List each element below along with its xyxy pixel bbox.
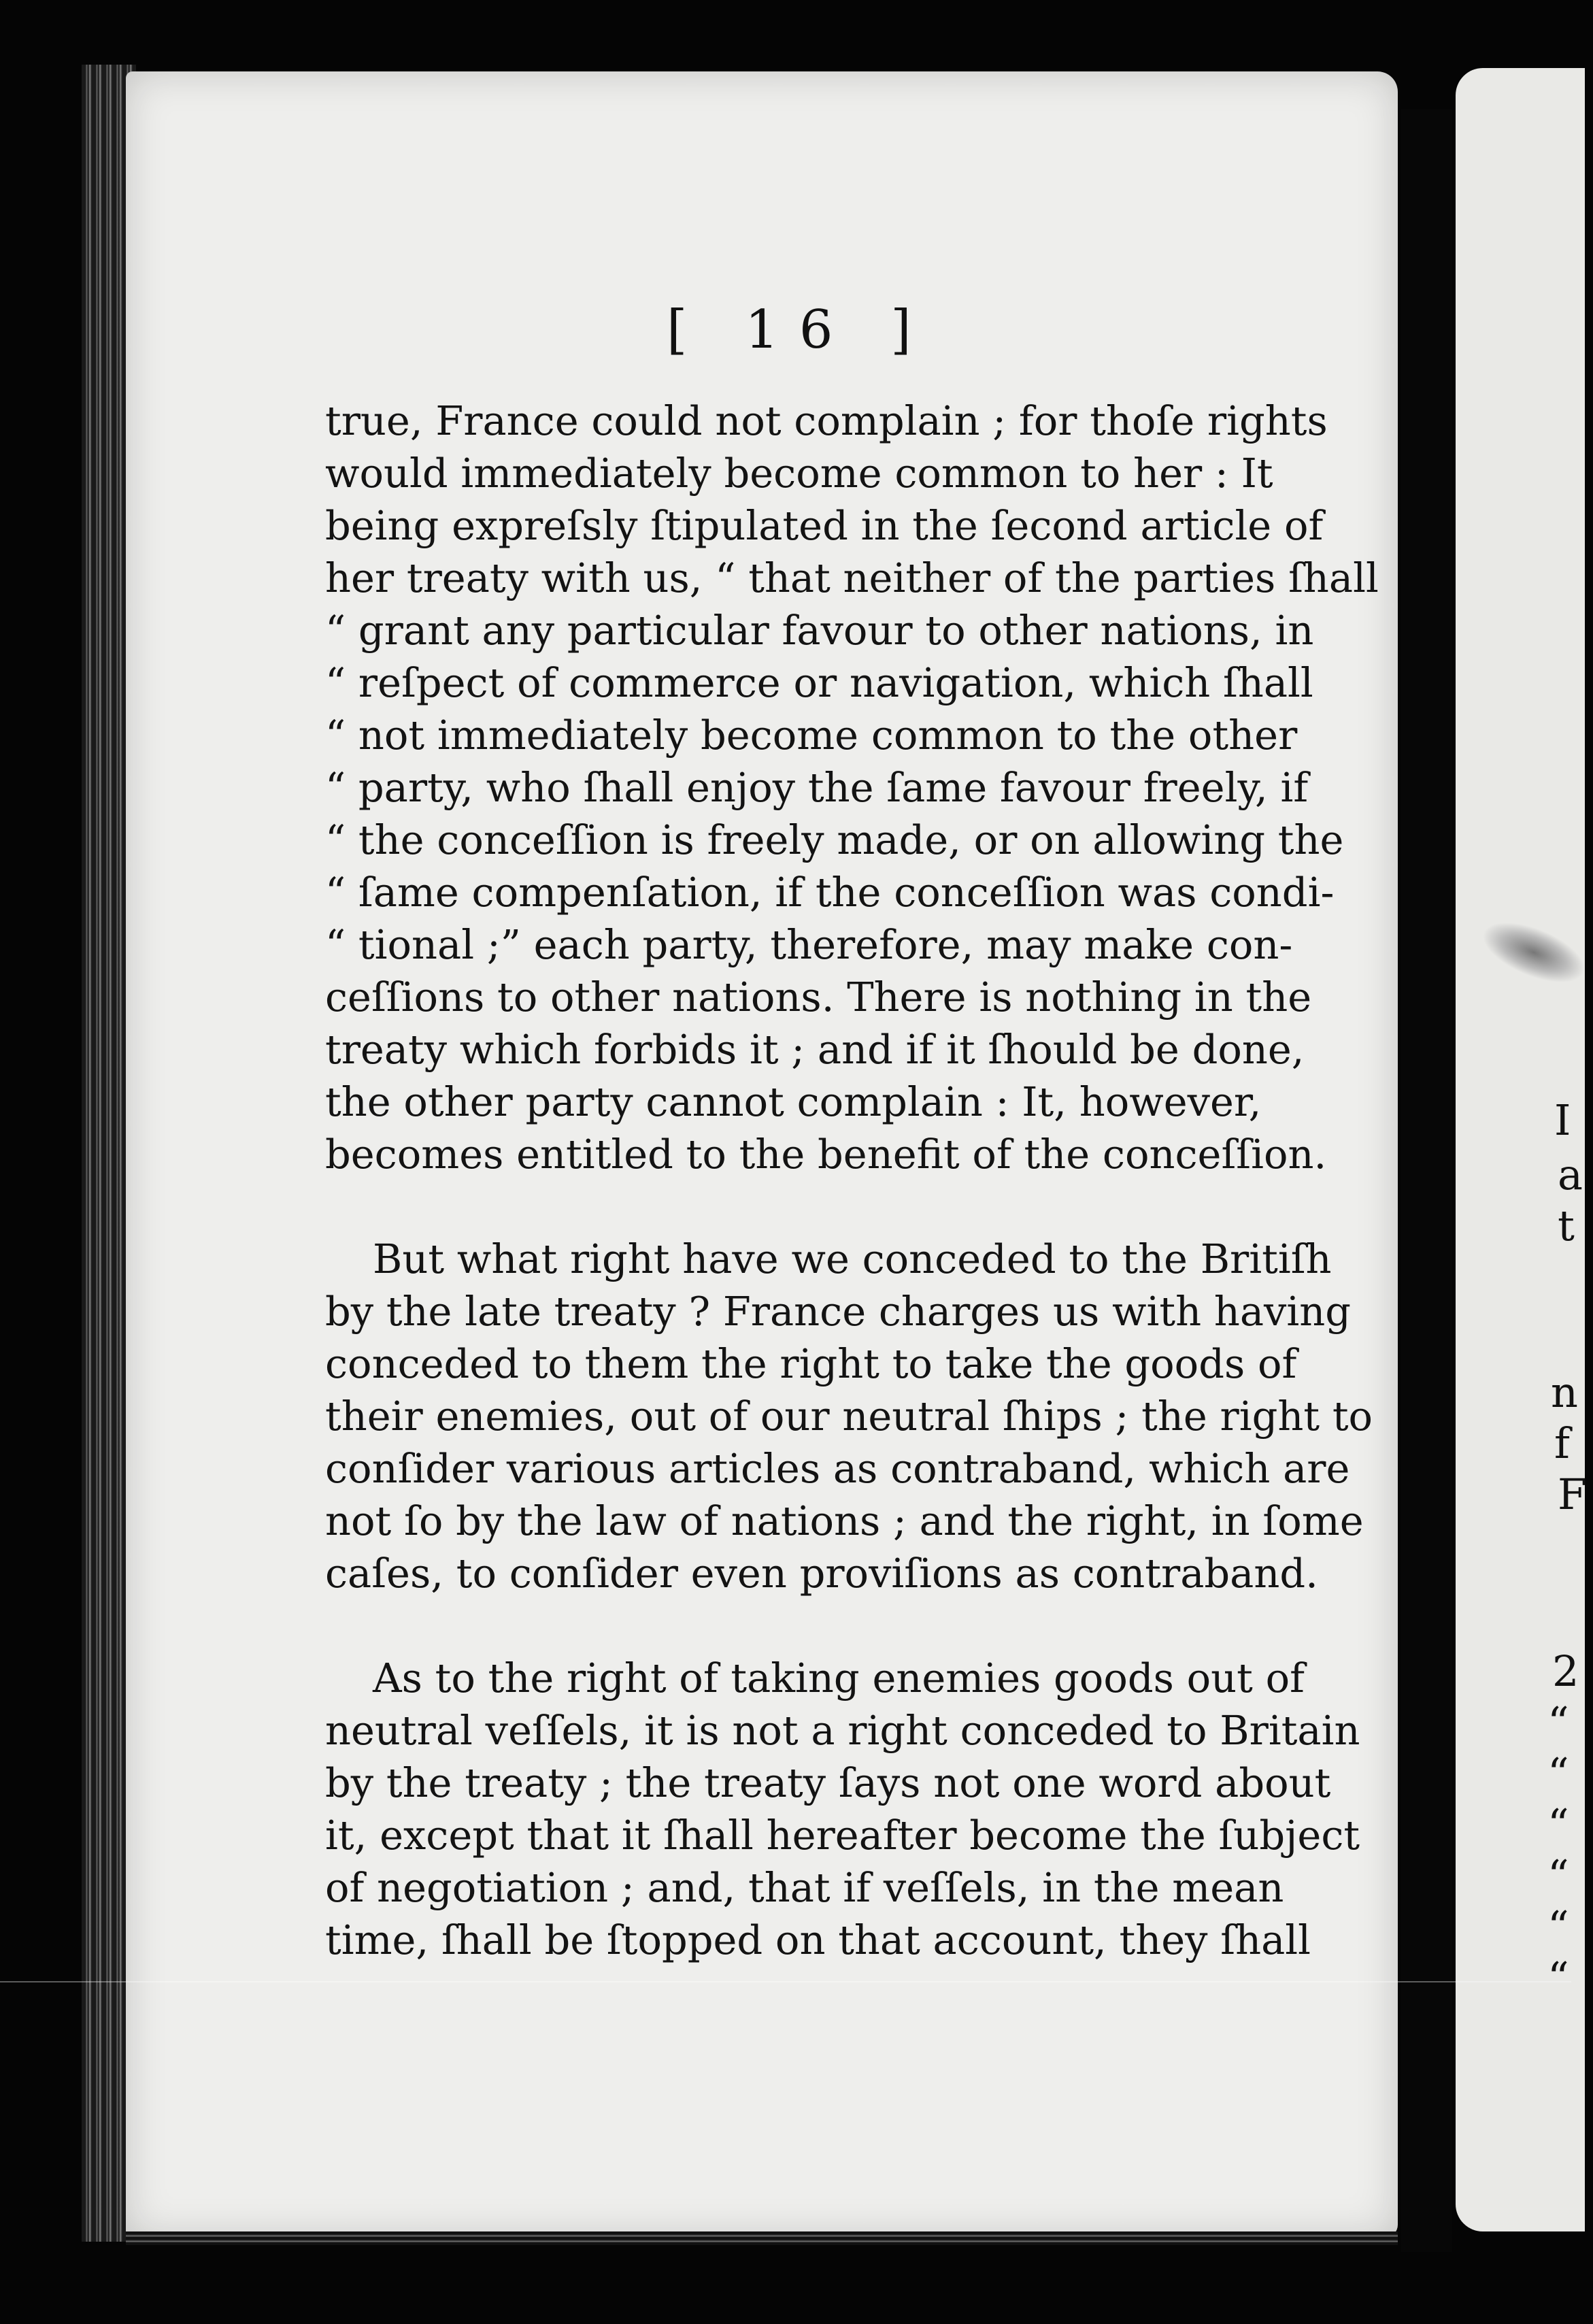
text-line: But what right have we conceded to the Britiſh [373,1235,1332,1282]
text-line: not ſo by the law of nations ; and the right, in ſome [325,1497,1364,1544]
facing-page-glyph: F [1558,1470,1588,1519]
facing-page-glyph: f [1554,1418,1570,1468]
text-line: it, except that it ſhall hereafter become the ſubject [325,1812,1360,1859]
book-gutter [1401,109,1452,2252]
facing-page-glyph: n [1551,1367,1578,1417]
text-line: “ grant any particular favour to other nations, in [325,607,1314,654]
text-line: “ ſame compenſation, if the conceſſion was condi- [325,869,1335,916]
text-line: true, France could not complain ; for thoſe rights [325,397,1328,444]
text-line: “ the conceſſion is freely made, or on allowing the [325,816,1344,863]
text-line: ceſſions to other nations. There is nothing in the [325,974,1312,1020]
facing-page-glyph: “ [1547,1748,1569,1798]
body-text [325,395,1379,1966]
text-line: treaty which forbids it ; and if it ſhould be done, [325,1026,1305,1073]
facing-page-glyph: t [1558,1201,1575,1250]
paragraph-gap [325,1180,1209,1233]
facing-page-glyph: 2 [1552,1646,1579,1696]
text-line: by the late treaty ? France charges us with having [325,1288,1352,1335]
text-line: their enemies, out of our neutral ſhips ; the right to [325,1393,1373,1440]
text-line: becomes entitled to the benefit of the conceſſion. [325,1131,1327,1178]
text-line: conſider various articles as contraband, which are [325,1445,1350,1492]
text-line: As to the right of taking enemies goods out of [373,1655,1305,1702]
text-line: the other party cannot complain : It, however, [325,1078,1262,1125]
text-line: conceded to them the right to take the goods of [325,1340,1297,1387]
text-line: “ tional ;” each party, therefore, may make con- [325,921,1293,968]
text-line: time, ſhall be ſtopped on that account, they ſhall [325,1916,1311,1963]
text-line: neutral veſſels, it is not a right conceded to Britain [325,1707,1360,1754]
facing-page-glyph: a [1558,1150,1583,1199]
text-line: caſes, to conſider even proviſions as contraband. [325,1550,1318,1597]
facing-page-glyph: “ [1547,1799,1569,1849]
page-number: [ 16 ] [667,299,932,361]
facing-page-glyph: “ [1547,1902,1569,1951]
text-line: “ reſpect of commerce or navigation, which ſhall [325,659,1313,706]
facing-page-glyph: I [1554,1095,1571,1145]
text-line: “ not immediately become common to the other [325,712,1298,759]
scan-artifact-line [0,1981,1571,1982]
text-line: by the treaty ; the treaty ſays not one word about [325,1759,1331,1806]
text-line: being expreſsly ſtipulated in the ſecond article of [325,502,1324,549]
facing-page-glyph: “ [1547,1953,1569,2002]
text-line: “ party, who ſhall enjoy the ſame favour freely, if [325,764,1309,811]
text-line: her treaty with us, “ that neither of the parties ſhall [325,554,1379,601]
text-line: would immediately become common to her : It [325,450,1273,497]
paragraph-gap [325,1599,1209,1652]
page-edge-bottom [126,2231,1398,2245]
facing-page-glyph: “ [1547,1850,1569,1900]
facing-page-glyph: “ [1547,1697,1569,1747]
text-line: of negotiation ; and, that if veſſels, in the mean [325,1864,1284,1911]
